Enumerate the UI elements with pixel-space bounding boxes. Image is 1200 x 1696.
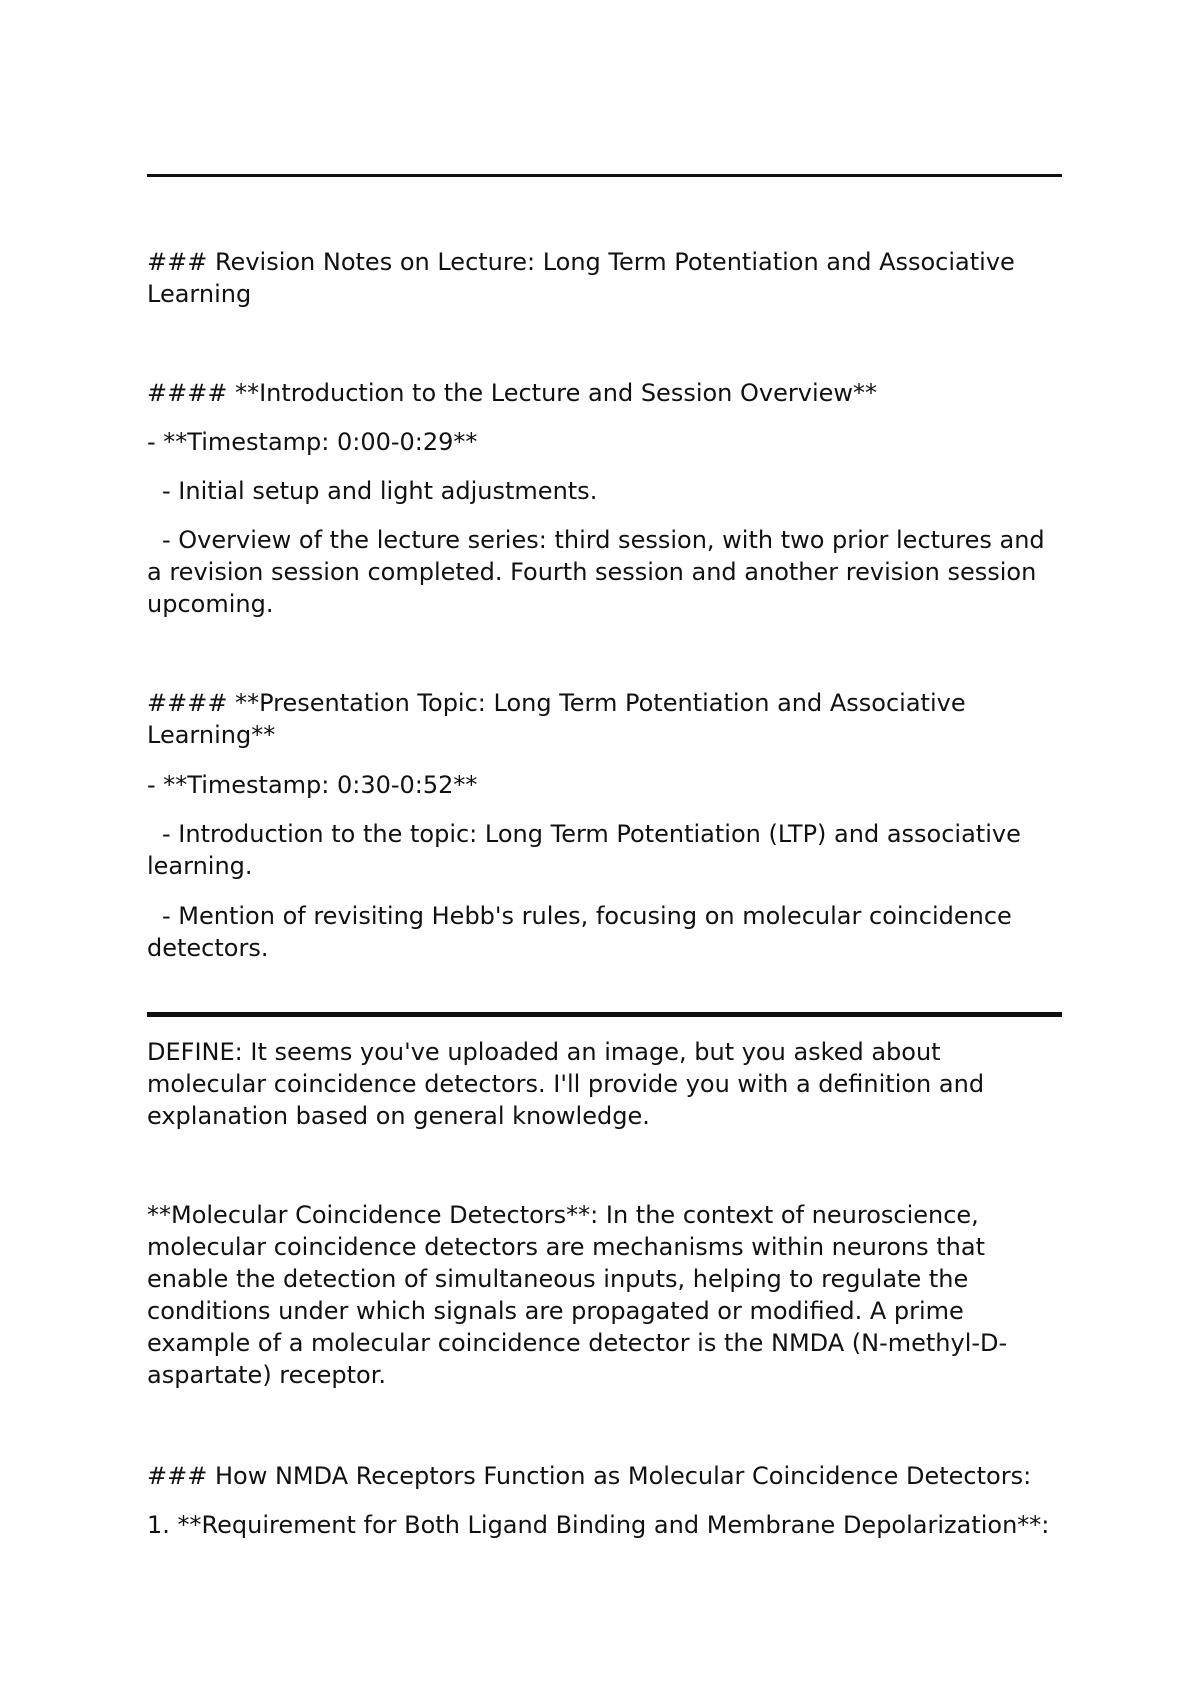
nmda-heading: ### How NMDA Receptors Function as Molecular Coincidence Detectors: bbox=[147, 1462, 1032, 1490]
definition-paragraph: **Molecular Coincidence Detectors**: In the context of neuroscience, molecular coincidence detectors are mechanisms within neurons that enable the detection of simultaneous inputs, helping to regulate the conditions under which signals are propagated or modified. A prime example of a molecular coincidence detector is the NMDA (N-methyl-D-aspartate) receptor. bbox=[147, 1201, 1008, 1389]
bullet-hebbs-rules bbox=[147, 900, 1062, 964]
document-page bbox=[147, 0, 1062, 1696]
list-item-requirement: 1. **Requirement for Both Ligand Binding and Membrane Depolarization**: bbox=[147, 1511, 1050, 1539]
timestamp-line-1: - **Timestamp: 0:00-0:29** bbox=[147, 428, 478, 456]
bullet-initial-setup: - Initial setup and light adjustments. bbox=[162, 477, 598, 505]
timestamp-line-2: - **Timestamp: 0:30-0:52** bbox=[147, 771, 478, 799]
bullet-hebbs-text: - Mention of revisiting Hebb's rules, focusing on molecular coincidence detectors. bbox=[147, 902, 1012, 962]
horizontal-rule-middle bbox=[147, 1012, 1062, 1017]
bullet-overview-series bbox=[147, 524, 1062, 620]
bullet-introduction-topic bbox=[147, 818, 1062, 882]
define-paragraph: DEFINE: It seems you've uploaded an image, but you asked about molecular coincidence detectors. I'll provide you with a definition and explanation based on general knowledge. bbox=[147, 1038, 985, 1130]
horizontal-rule-top bbox=[147, 174, 1062, 177]
section-heading-presentation-topic: #### **Presentation Topic: Long Term Potentiation and Associative Learning** bbox=[147, 689, 966, 749]
section-heading-introduction: #### **Introduction to the Lecture and Session Overview** bbox=[147, 379, 878, 407]
revision-notes-heading: ### Revision Notes on Lecture: Long Term Potentiation and Associative Learning bbox=[147, 248, 1015, 308]
bullet-overview-text: - Overview of the lecture series: third session, with two prior lectures and a revision session completed. Fourth session and another revision session upcoming. bbox=[147, 526, 1045, 618]
bullet-introduction-text: - Introduction to the topic: Long Term Potentiation (LTP) and associative learning. bbox=[147, 820, 1021, 880]
